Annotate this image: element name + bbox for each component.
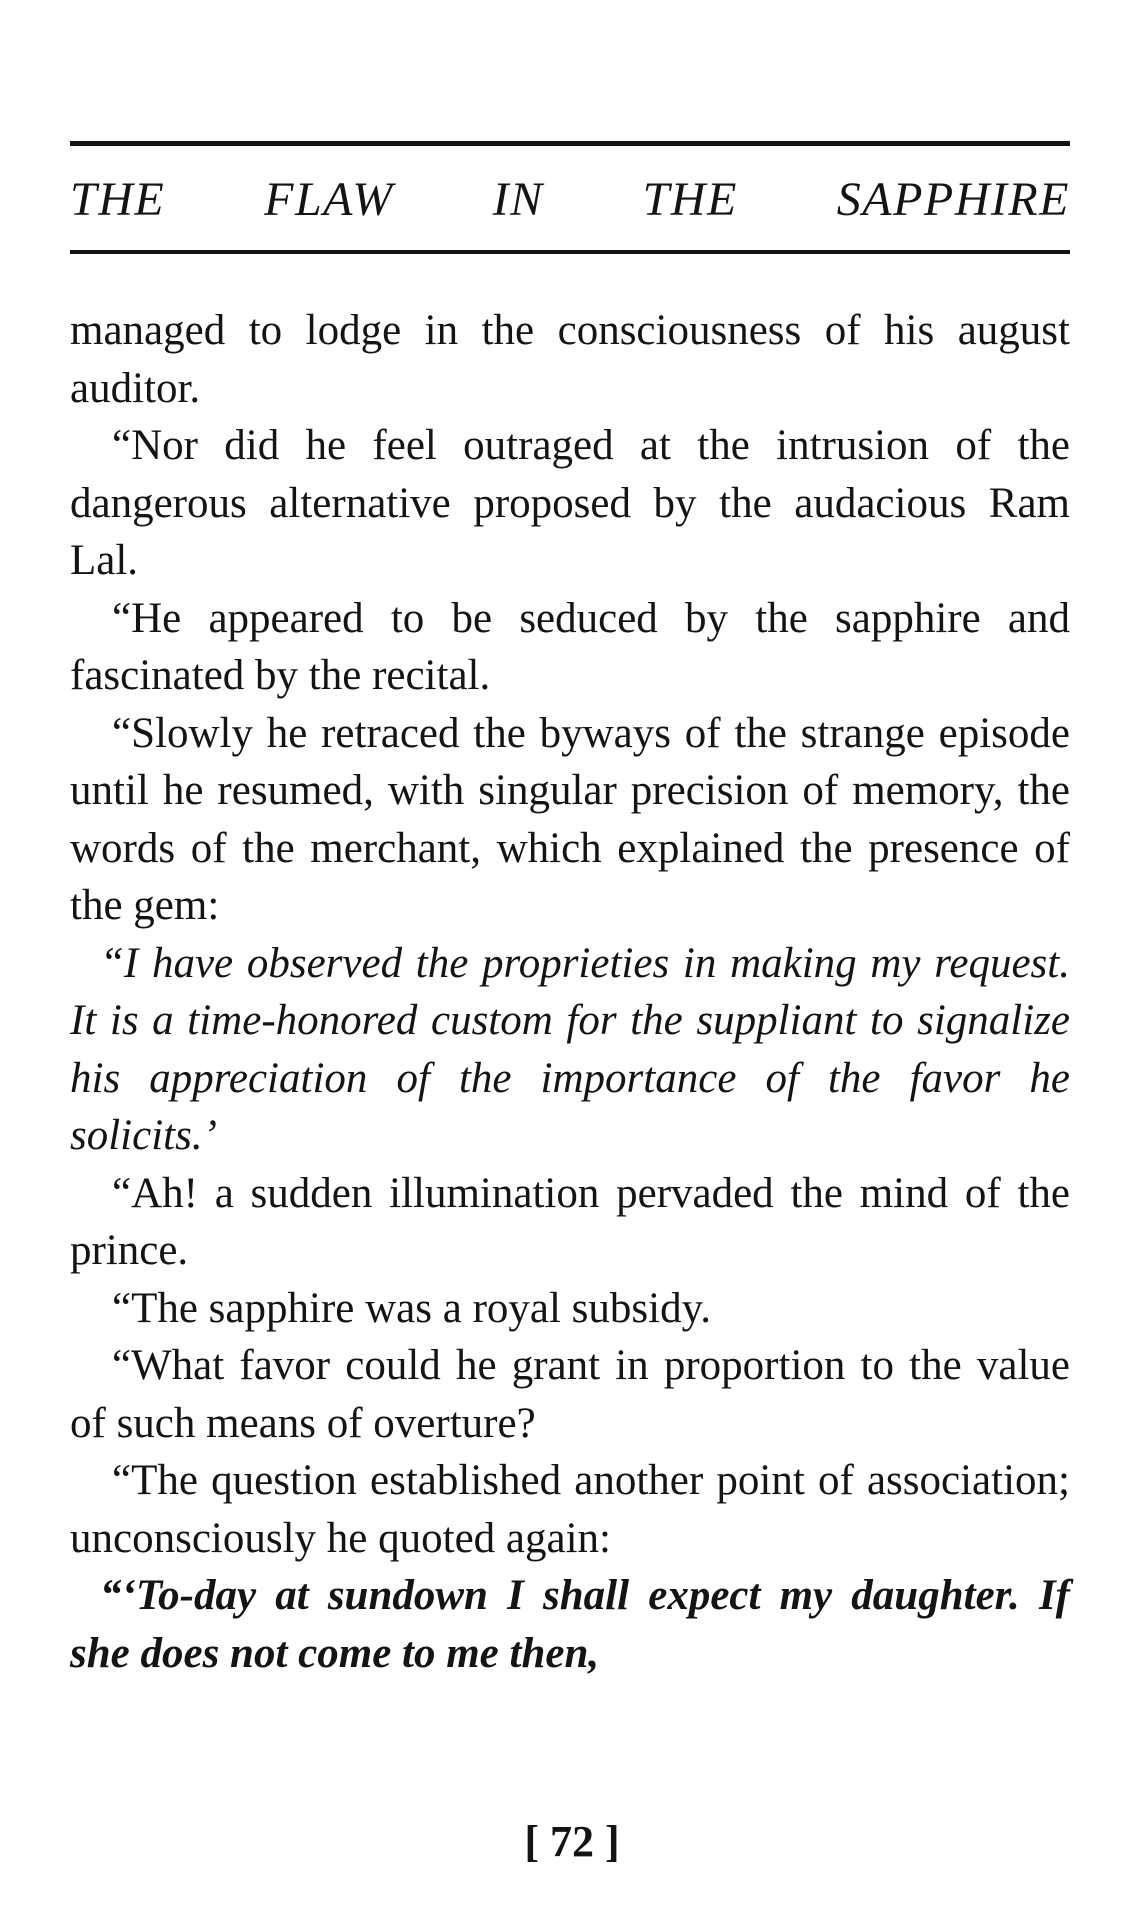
- paragraph: managed to lodge in the consciousness of his august auditor.: [70, 307, 1070, 412]
- paragraph: “The sapphire was a royal subsidy.: [112, 1284, 712, 1332]
- header-rule-top: [70, 141, 1070, 146]
- paragraph: “Ah! a sudden illumination pervaded the mind of the prince.: [70, 1169, 1070, 1274]
- page-number: [ 72 ]: [524, 1817, 620, 1866]
- paragraph: “Slowly he retraced the byways of the strange episode until he resumed, with singular precision of memory, the words of the merchant, which explained the presence of the gem:: [70, 709, 1070, 929]
- quoted-paragraph: “‘To-day at sundown I shall expect my daughter. If she does not come to me then,: [70, 1572, 1070, 1677]
- paragraph: “The question established another point of association; unconsciously he quoted again:: [70, 1457, 1070, 1562]
- header-rule-bottom: [70, 250, 1070, 254]
- running-title: THE FLAW IN THE SAPPHIRE: [70, 173, 1070, 226]
- body-text: [70, 302, 1070, 1682]
- paragraph: “What favor could he grant in proportion to the value of such means of overture?: [70, 1342, 1070, 1447]
- quoted-paragraph: “I have observed the proprieties in making my request. It is a time-honored custom for the suppliant to signalize his appreciation of the importance of the favor he solicits.’: [70, 939, 1070, 1159]
- paragraph: “He appeared to be seduced by the sapphire and fascinated by the recital.: [70, 594, 1070, 699]
- paragraph: “Nor did he feel outraged at the intrusion of the dangerous alternative proposed by the audacious Ram Lal.: [70, 422, 1070, 584]
